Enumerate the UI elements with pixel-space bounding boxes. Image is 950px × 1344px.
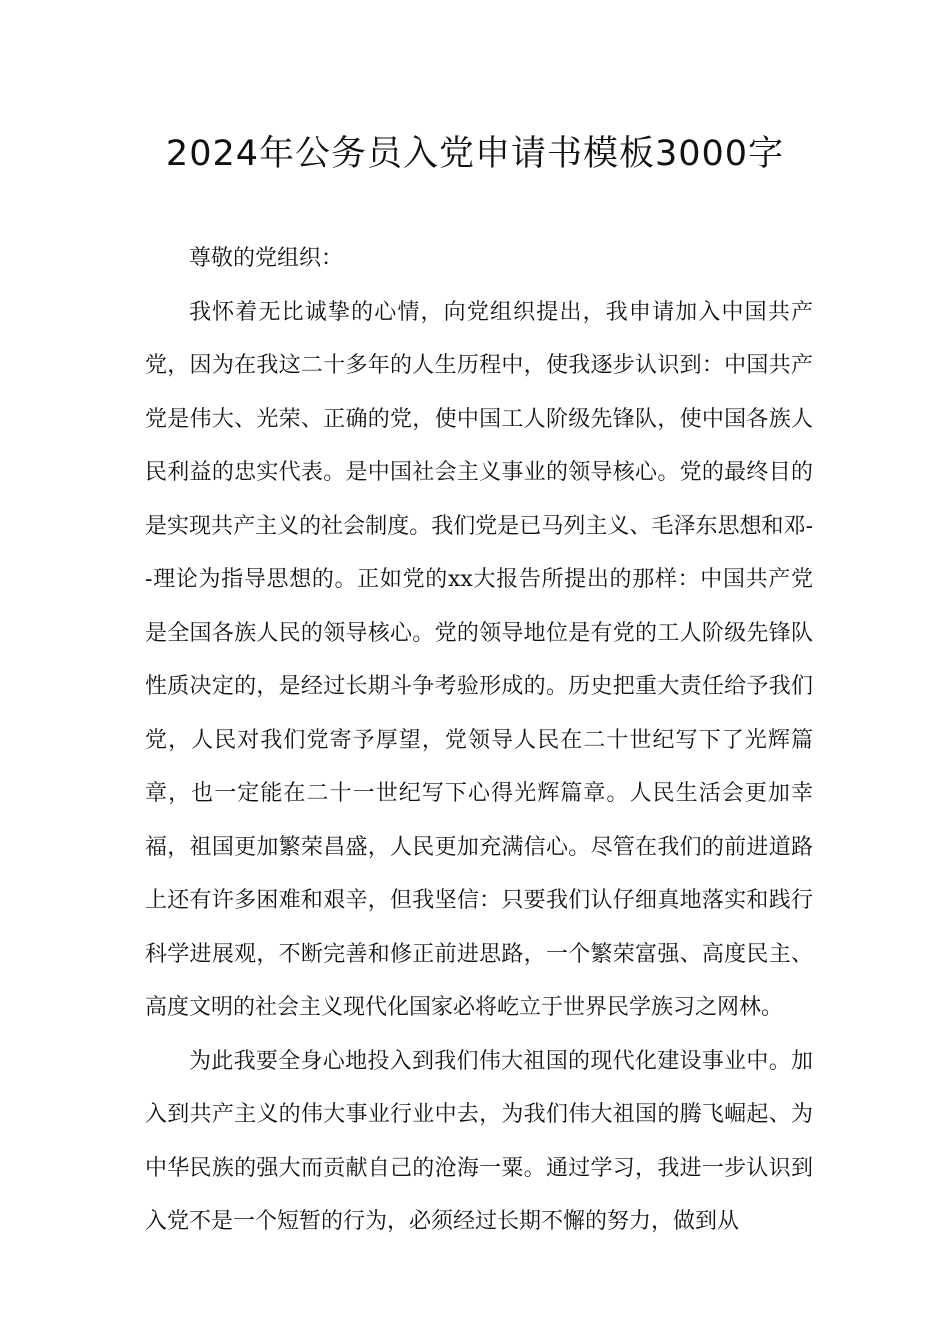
- paragraph-1: 我怀着无比诚挚的心情，向党组织提出，我申请加入中国共产党，因为在我这二十多年的人生历程中，使我逐步认识到：中国共产党是伟大、光荣、正确的党，使中国工人阶级先锋队，使中国各族人民利益的忠实代表。是中国社会主义事业的领导核心。党的最终目的是实现共产主义的社会制度。我们党是已马列主义、毛泽东思想和邓--理论为指导思想的。正如党的xx大报告所提出的那样：中国共产党是全国各族人民的领导核心。党的领导地位是有党的工人阶级先锋队性质决定的，是经过长期斗争考验形成的。历史把重大责任给予我们党，人民对我们党寄予厚望，党领导人民在二十世纪写下了光辉篇章，也一定能在二十一世纪写下心得光辉篇章。人民生活会更加幸福，祖国更加繁荣昌盛，人民更加充满信心。尽管在我们的前进道路上还有许多困难和艰辛，但我坚信：只要我们认仔细真地落实和践行科学进展观，不断完善和修正前进思路，一个繁荣富强、高度民主、高度文明的社会主义现代化国家必将屹立于世界民学族习之网林。: [145, 299, 813, 1020]
- document-title: 2024年公务员入党申请书模板3000字: [165, 134, 785, 174]
- salutation: 尊敬的党组织：: [189, 246, 344, 271]
- paragraph-2: 为此我要全身心地投入到我们伟大祖国的现代化建设事业中。加入到共产主义的伟大事业行业中去，为我们伟大祖国的腾飞崛起、为中华民族的强大而贡献自己的沧海一粟。通过学习，我进一步认识到入党不是一个短暂的行为，必须经过长期不懈的努力，做到从: [145, 1048, 813, 1234]
- document-body: [145, 232, 813, 1249]
